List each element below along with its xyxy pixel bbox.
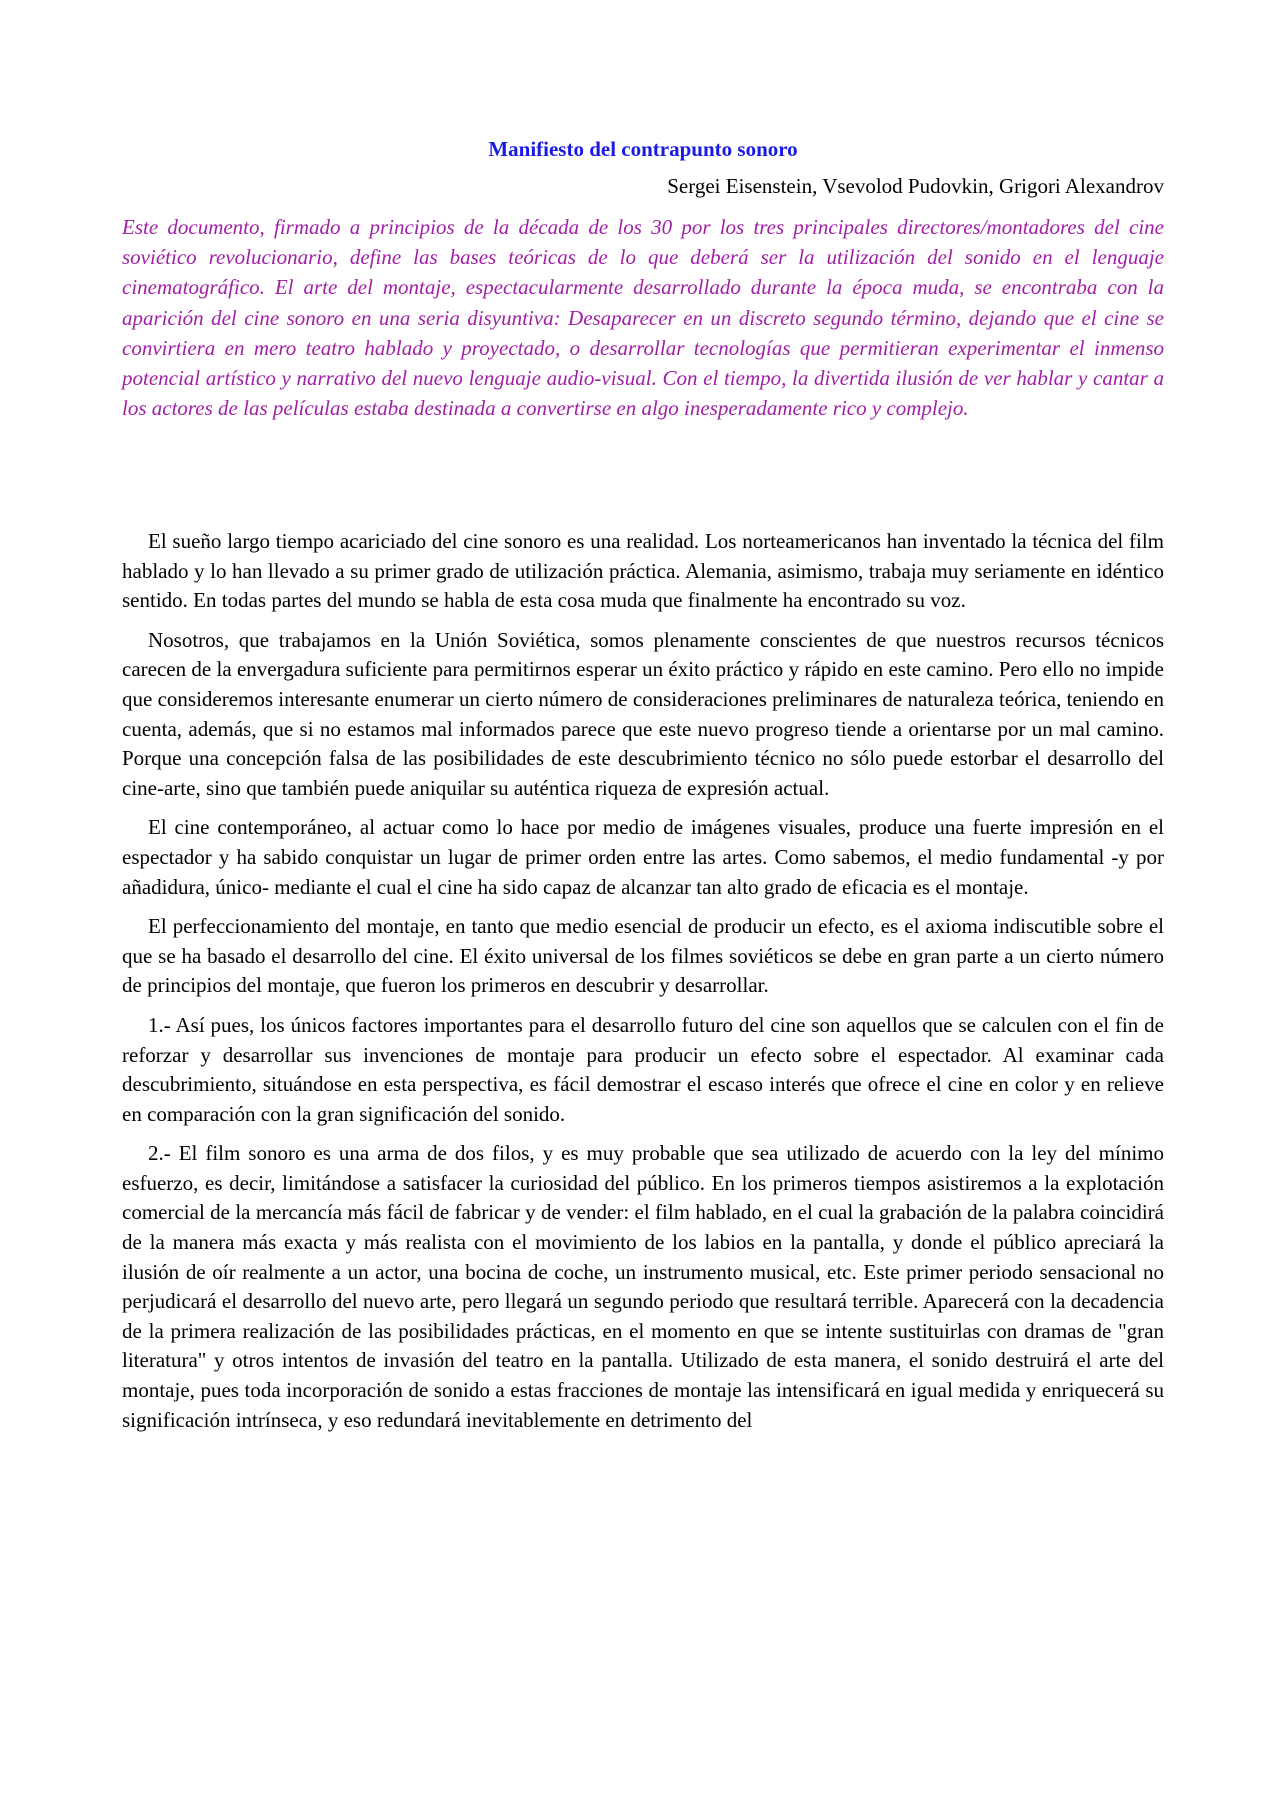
document-body <box>122 527 1164 1445</box>
document-authors: Sergei Eisenstein, Vsevolod Pudovkin, Grigori Alexandrov <box>667 174 1164 198</box>
document-abstract: Este documento, firmado a principios de la década de los 30 por los tres principales directores/montadores del cine soviético revolucionario, define las bases teóricas de lo que deberá ser la utilización del sonido en el lenguaje cinematográfico. El arte del montaje, espectacularmente desarrollado durante la época muda, se encontraba con la aparición del cine sonoro en una seria disyuntiva: Desaparecer en un discreto segundo término, dejando que el cine se convirtiera en mero teatro hablado y proyectado, o desarrollar tecnologías que permitieran experimentar el inmenso potencial artístico y narrativo del nuevo lenguaje audio-visual. Con el tiempo, la divertida ilusión de ver hablar y cantar a los actores de las películas estaba destinada a convertirse en algo inesperadamente rico y complejo. <box>122 215 1164 421</box>
body-paragraph: Nosotros, que trabajamos en la Unión Soviética, somos plenamente conscientes de que nuestros recursos técnicos carecen de la envergadura suficiente para permitirnos esperar un éxito práctico y rápido en este camino. Pero ello no impide que consideremos interesante enumerar un cierto número de consideraciones preliminares de naturaleza teórica, teniendo en cuenta, además, que si no estamos mal informados parece que este nuevo progreso tiende a orientarse por un mal camino. Porque una concepción falsa de las posibilidades de este descubrimiento técnico no sólo puede estorbar el desarrollo del cine-arte, sino que también puede aniquilar su auténtica riqueza de expresión actual. <box>122 627 1164 800</box>
body-paragraph: 1.- Así pues, los únicos factores importantes para el desarrollo futuro del cine son aquellos que se calculen con el fin de reforzar y desarrollar sus invenciones de montaje para producir un efecto sobre el espectador. Al examinar cada descubrimiento, situándose en esta perspectiva, es fácil demostrar el escaso interés que ofrece el cine en color y en relieve en comparación con la gran significación del sonido. <box>122 1012 1164 1126</box>
body-paragraph: El cine contemporáneo, al actuar como lo hace por medio de imágenes visuales, produce una fuerte impresión en el espectador y ha sabido conquistar un lugar de primer orden entre las artes. Como sabemos, el medio fundamental -y por añadidura, único- mediante el cual el cine ha sido capaz de alcanzar tan alto grado de eficacia es el montaje. <box>122 815 1164 899</box>
body-paragraph: El perfeccionamiento del montaje, en tanto que medio esencial de producir un efecto, es el axioma indiscutible sobre el que se ha basado el desarrollo del cine. El éxito universal de los filmes soviéticos se debe en gran parte a un cierto número de principios del montaje, que fueron los primeros en descubrir y desarrollar. <box>122 914 1164 998</box>
document-title: Manifiesto del contrapunto sonoro <box>488 137 798 161</box>
body-paragraph: El sueño largo tiempo acariciado del cine sonoro es una realidad. Los norteamericanos han inventado la técnica del film hablado y lo han llevado a su primer grado de utilización práctica. Alemania, asimismo, trabaja muy seriamente en idéntico sentido. En todas partes del mundo se habla de esta cosa muda que finalmente ha encontrado su voz. <box>122 529 1164 613</box>
body-paragraph: 2.- El film sonoro es una arma de dos filos, y es muy probable que sea utilizado de acuerdo con la ley del mínimo esfuerzo, es decir, limitándose a satisfacer la curiosidad del público. En los primeros tiempos asistiremos a la explotación comercial de la mercancía más fácil de fabricar y de vender: el film hablado, en el cual la grabación de la palabra coincidirá de la manera más exacta y más realista con el movimiento de los labios en la pantalla, y donde el público apreciará la ilusión de oír realmente a un actor, una bocina de coche, un instrumento musical, etc. Este primer periodo sensacional no perjudicará el desarrollo del nuevo arte, pero llegará un segundo periodo que resultará terrible. Aparecerá con la decadencia de la primera realización de las posibilidades prácticas, en el momento en que se intente sustituirlas con dramas de "gran literatura" y otros intentos de invasión del teatro en la pantalla. Utilizado de esta manera, el sonido destruirá el arte del montaje, pues toda incorporación de sonido a estas fracciones de montaje las intensificará en igual medida y enriquecerá su significación intrínseca, y eso redundará inevitablemente en detrimento del <box>122 1141 1164 1432</box>
